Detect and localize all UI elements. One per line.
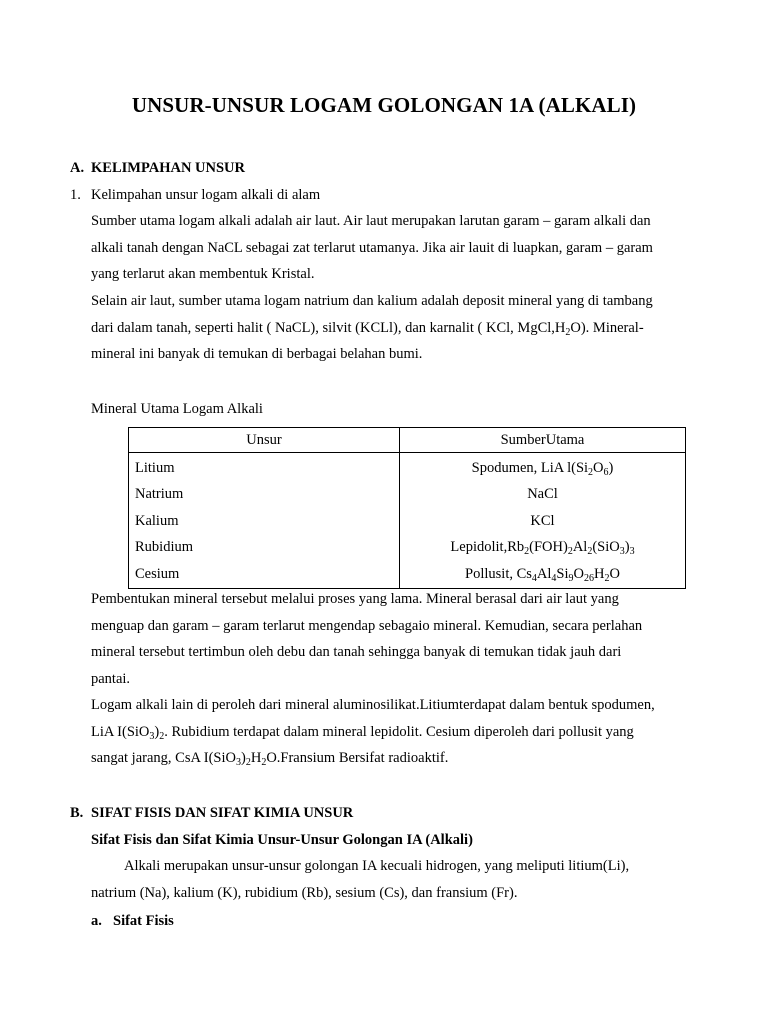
cell-element: Litium (129, 453, 400, 482)
paragraph-line: mineral tersebut tertimbun oleh debu dan tanah sehingga banyak di temukan tidak jauh dari (91, 644, 622, 660)
text-run: ) (154, 723, 160, 740)
table-row (129, 535, 686, 562)
cell-source (400, 482, 686, 509)
subscript: 2 (524, 546, 530, 558)
text-run: ) (624, 539, 630, 556)
paragraph-line (91, 719, 655, 746)
paragraph-line: Pembentukan mineral tersebut melalui proses yang lama. Mineral berasal dari air laut yang (91, 591, 619, 607)
paragraph-sources (91, 208, 653, 288)
cell-source (400, 535, 686, 562)
text-run: (SiO (592, 539, 620, 556)
text-run: Spodumen, LiA l(Si (471, 459, 589, 476)
paragraph-line: mineral ini banyak di temukan di berbagai belahan bumi. (91, 346, 423, 362)
cell-element: Cesium (129, 561, 400, 588)
text-run: Al (536, 565, 552, 582)
paragraph-line: yang terlarut akan membentuk Kristal. (91, 266, 315, 282)
cell-element: Natrium (129, 482, 400, 509)
section-b-heading: SIFAT FISIS DAN SIFAT KIMIA UNSUR (91, 805, 354, 821)
paragraph-line: pantai. (91, 670, 131, 687)
paragraph-line: alkali tanah dengan NaCL sebagai zat terlarut utamanya. Jika air lauit di luapkan, garam – garam (91, 239, 653, 256)
text-run: Pollusit, Cs (465, 565, 532, 582)
table-row (129, 482, 686, 509)
paragraph-line: Sumber utama logam alkali adalah air laut. Air laut merupakan larutan garam – garam alkali dan (91, 213, 651, 229)
subscript: 2 (567, 546, 573, 558)
subsection-a-label: a. (91, 913, 102, 929)
section-b-paragraph-line-1: Alkali merupakan unsur-unsur golongan IA kecuali hidrogen, yang meliputi litium(Li), (124, 858, 630, 874)
text-run: O.Fransium Bersifat radioaktif. (266, 750, 449, 766)
text-run: . Rubidium terdapat dalam mineral lepidolit. Cesium diperoleh dari pollusit yang (164, 723, 634, 740)
cell-source (400, 561, 686, 588)
table-header-row (129, 428, 686, 453)
subscript: 9 (568, 572, 574, 584)
text-run: ) (608, 459, 614, 476)
cell-source (400, 508, 686, 535)
table-row (129, 453, 686, 482)
subscript: 2 (604, 572, 610, 584)
text-run: O). Mineral- (570, 319, 644, 336)
cell-source (400, 453, 686, 482)
subsection-a-heading: Sifat Fisis (113, 913, 174, 929)
paragraph-aluminosilicate (91, 692, 655, 772)
text-run: H (250, 750, 262, 766)
paragraph-line (91, 745, 655, 772)
text-run: dari dalam tanah, seperti halit ( NaCL), silvit (KCLl), dan karnalit ( KCl, MgCl,H (91, 319, 566, 336)
text-run: Lepidolit,Rb (450, 539, 525, 556)
paragraph-line: menguap dan garam – garam terlarut mengendap sebagaio mineral. Kemudian, secara perlahan (91, 617, 643, 634)
text-run: KCl (530, 512, 555, 529)
subscript: 2 (587, 546, 593, 558)
paragraph-formation (91, 586, 642, 692)
subscript: 26 (584, 572, 594, 584)
paragraph-line: Selain air laut, sumber utama logam natrium dan kalium adalah deposit mineral yang di tambang (91, 293, 653, 309)
section-b-paragraph-line-2: natrium (Na), kalium (K), rubidium (Rb), sesium (Cs), dan fransium (Fr). (91, 885, 518, 901)
section-b-label: B. (70, 805, 84, 821)
subscript: 2 (565, 326, 571, 338)
paragraph-line: Logam alkali lain di peroleh dari mineral aluminosilikat.Litiumterdapat dalam bentuk spodumen, (91, 697, 655, 713)
table-row (129, 508, 686, 535)
text-run: O (609, 565, 620, 582)
text-run: (FOH) (529, 539, 568, 556)
document-title: UNSUR-UNSUR LOGAM GOLONGAN 1A (ALKALI) (131, 93, 637, 117)
subscript: 2 (261, 757, 267, 768)
table-caption: Mineral Utama Logam Alkali (91, 401, 263, 417)
subscript: 3 (149, 730, 155, 742)
subscript: 3 (235, 757, 241, 768)
mineral-table (128, 427, 686, 589)
subscript: 4 (551, 572, 557, 584)
text-run: O (573, 565, 584, 582)
table-row (129, 561, 686, 588)
text-run: sangat jarang, CsA I(SiO (91, 750, 236, 766)
cell-element: Rubidium (129, 535, 400, 562)
section-a-heading: KELIMPAHAN UNSUR (91, 160, 245, 176)
section-a-label: A. (70, 160, 85, 176)
item-1-number: 1. (70, 187, 81, 203)
text-run: H (594, 565, 605, 582)
text-run: ) (240, 750, 246, 766)
text-run: NaCl (527, 486, 558, 503)
subscript: 2 (245, 757, 251, 768)
paragraph-deposits (91, 288, 653, 368)
item-1-text: Kelimpahan unsur logam alkali di alam (91, 187, 321, 203)
subscript: 3 (619, 546, 625, 558)
header-sumber-utama: SumberUtama (400, 428, 686, 453)
subscript: 6 (603, 466, 609, 478)
text-run: LiA I(SiO (91, 723, 150, 740)
subscript: 2 (159, 730, 165, 742)
cell-element: Kalium (129, 508, 400, 535)
header-unsur: Unsur (129, 428, 400, 453)
paragraph-line (91, 315, 653, 342)
subscript: 2 (588, 466, 594, 478)
subscript: 4 (531, 572, 537, 584)
section-b-subheading: Sifat Fisis dan Sifat Kimia Unsur-Unsur Golongan IA (Alkali) (91, 832, 473, 848)
text-run: Al (572, 539, 588, 556)
subscript: 3 (629, 546, 635, 558)
text-run: Si (556, 565, 569, 582)
text-run: O (593, 459, 604, 476)
